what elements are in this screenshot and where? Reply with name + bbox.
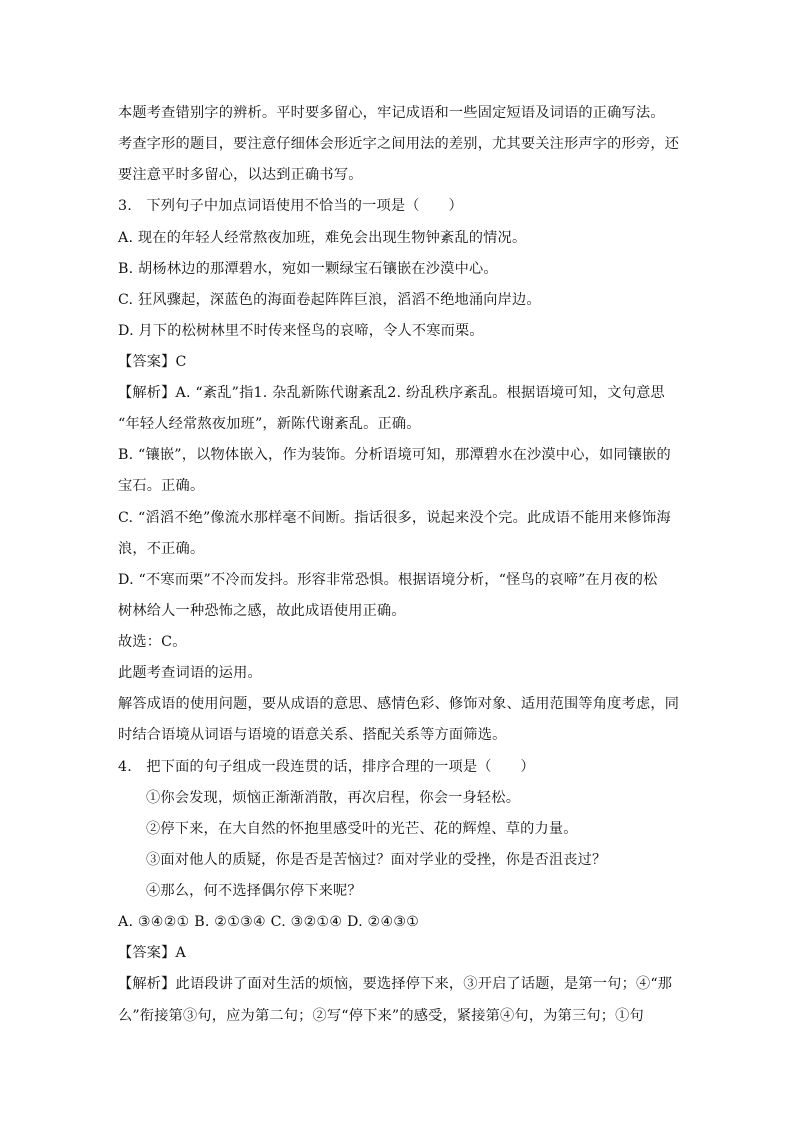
choice-line: 故选：C。 xyxy=(118,634,187,650)
question-4: 4. 把下面的句子组成一段连贯的话，排序合理的一项是（ ） xyxy=(118,759,535,775)
text-line: 要注意平时多留心，以达到正确书写。 xyxy=(118,167,363,183)
options-line: A. ③④②① B. ②①③④ C. ③②①④ D. ②④③① xyxy=(118,914,420,930)
text-line: 此题考查词语的运用。 xyxy=(118,665,262,681)
analysis-line: 么”衔接第③句，应为第二句；②写“停下来”的感受，紧接第④句，为第三句；①句 xyxy=(118,1008,644,1024)
sentence-4: ④那么，何不选择偶尔停下来呢？ xyxy=(146,883,362,899)
answer-label: 【答案】A xyxy=(118,945,186,961)
text-line: 考查字形的题目，要注意仔细体会形近字之间用法的差别，尤其要关注形声字的形旁，还 xyxy=(118,136,680,152)
sentence-1: ①你会发现，烦恼正渐渐消散，再次启程，你会一身轻松。 xyxy=(146,790,521,806)
question-3: 3. 下列句子中加点词语使用不恰当的一项是（ ） xyxy=(118,198,463,214)
analysis-line: 宝石。正确。 xyxy=(118,478,205,494)
text-line: 时结合语境从词语与语境的语意关系、搭配关系等方面筛选。 xyxy=(118,727,507,743)
analysis-line: 【解析】A. “紊乱”指1. 杂乱新陈代谢紊乱2. 纷乱秩序紊乱。根据语境可知，文句意思 xyxy=(118,385,665,401)
text-line: 解答成语的使用问题，要从成语的意思、感情色彩、修饰对象、适用范围等角度考虑，同 xyxy=(118,696,680,712)
analysis-line: C. “滔滔不绝”像流水那样毫不间断。指话很多，说起来没个完。此成语不能用来修饰海 xyxy=(118,510,671,526)
analysis-line: 树林给人一种恐怖之感，故此成语使用正确。 xyxy=(118,603,406,619)
sentence-3: ③面对他人的质疑，你是否是苦恼过？面对学业的受挫，你是否沮丧过？ xyxy=(146,852,607,868)
analysis-line: “年轻人经常熬夜加班”，新陈代谢紊乱。正确。 xyxy=(118,416,421,432)
option-c: C. 狂风骤起，深蓝色的海面卷起阵阵巨浪，滔滔不绝地涌向岸边。 xyxy=(118,292,541,308)
analysis-line: 【解析】此语段讲了面对生活的烦恼，要选择停下来，③开启了话题，是第一句；④“那 xyxy=(118,976,673,992)
analysis-line: 浪，不正确。 xyxy=(118,541,205,557)
answer-label: 【答案】C xyxy=(118,354,187,370)
option-b: B. 胡杨林边的那潭碧水，宛如一颗绿宝石镶嵌在沙漠中心。 xyxy=(118,261,498,277)
option-a: A. 现在的年轻人经常熬夜加班，难免会出现生物钟紊乱的情况。 xyxy=(118,230,527,246)
sentence-2: ②停下来，在大自然的怀抱里感受叶的光芒、花的辉煌、草的力量。 xyxy=(146,821,578,837)
analysis-line: D. “不寒而栗”不冷而发抖。形容非常恐惧。根据语境分析，“怪鸟的哀啼”在月夜的松 xyxy=(118,572,658,588)
option-d: D. 月下的松树林里不时传来怪鸟的哀啼，令人不寒而栗。 xyxy=(118,323,484,339)
text-line: 本题考查错别字的辨析。平时要多留心，牢记成语和一些固定短语及词语的正确写法。 xyxy=(118,105,665,121)
analysis-line: B. “镶嵌”，以物体嵌入，作为装饰。分析语境可知，那潭碧水在沙漠中心，如同镶嵌的 xyxy=(118,447,671,463)
